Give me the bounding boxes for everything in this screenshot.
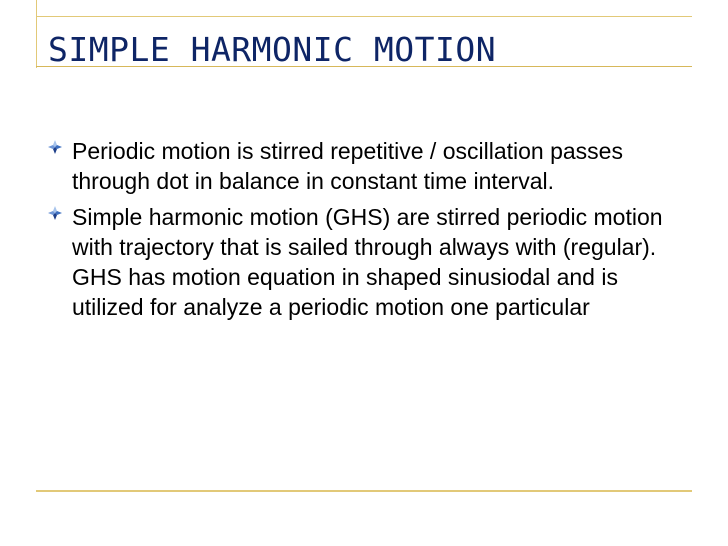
bullet-item — [48, 202, 680, 322]
bullet-text: Periodic motion is stirred repetitive / oscillation passes through dot in balance in constant time interval. — [72, 138, 623, 194]
top-decorative-rule — [36, 16, 692, 17]
diamond-bullet-icon — [48, 206, 62, 220]
bullet-list — [48, 136, 680, 328]
bottom-decorative-rule — [36, 490, 692, 492]
diamond-bullet-icon — [48, 140, 62, 154]
bullet-text: Simple harmonic motion (GHS) are stirred periodic motion with trajectory that is sailed through always with (regular). GHS has motion equation in shaped sinusiodal and is utilized for analyze a periodic motion one particular — [72, 204, 663, 320]
bullet-item — [48, 136, 680, 196]
title-underline-rule — [36, 66, 692, 67]
left-decorative-rule — [36, 0, 37, 68]
slide-title: SIMPLE HARMONIC MOTION — [48, 30, 497, 69]
